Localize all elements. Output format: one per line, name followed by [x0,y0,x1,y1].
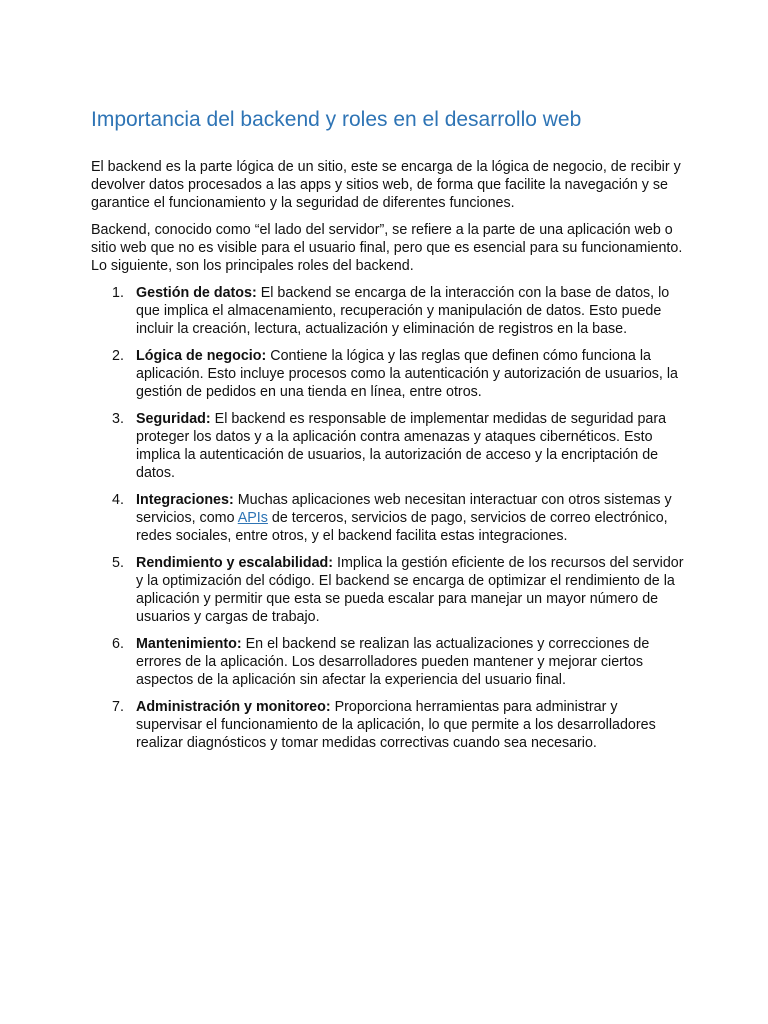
list-number: 7. [112,699,124,715]
role-description: Proporciona herramientas para administrar y supervisar el funcionamiento de la aplicación, lo que permite a los desarrolladores realizar diagnósticos y tomar medidas correctivas cuando sea necesario. [136,699,656,751]
list-item [91,698,685,752]
list-number: 2. [112,348,124,364]
list-number: 6. [112,636,124,652]
list-number: 5. [112,555,124,571]
role-description: Muchas aplicaciones web necesitan interactuar con otros sistemas y servicios, como [136,492,672,526]
list-item [91,491,685,545]
list-item [91,347,685,401]
role-term: Rendimiento y escalabilidad: [136,555,334,571]
intro-paragraph: El backend es la parte lógica de un sitio, este se encarga de la lógica de negocio, de recibir y devolver datos procesados a las apps y sitios web, de forma que facilite la navegación y se garantice el funcionamiento y la seguridad de diferentes funciones. [91,159,681,211]
list-item [91,554,685,626]
roles-list [91,284,685,752]
document-body [91,106,685,761]
list-number: 1. [112,285,124,301]
role-term: Integraciones: [136,492,234,508]
role-term: Mantenimiento: [136,636,242,652]
role-term: Seguridad: [136,411,211,427]
role-description: En el backend se realizan las actualizaciones y correcciones de errores de la aplicación. Los desarrolladores pueden mantener y mejorar ciertos aspectos de la aplicación sin afectar la experiencia del usuario final. [136,636,650,688]
role-term: Gestión de datos: [136,285,257,301]
role-term: Lógica de negocio: [136,348,267,364]
list-item [91,284,685,338]
intro-paragraph: Backend, conocido como “el lado del servidor”, se refiere a la parte de una aplicación web o sitio web que no es visible para el usuario final, pero que es esencial para su funcionamiento. Lo siguiente, son los principales roles del backend. [91,222,683,274]
role-description: Implica la gestión eficiente de los recursos del servidor y la optimización del código. El backend se encarga de optimizar el rendimiento de la aplicación y permitir que esta se pueda escalar para manejar un mayor número de usuarios y cargas de trabajo. [136,555,684,625]
list-number: 4. [112,492,124,508]
role-description: El backend es responsable de implementar medidas de seguridad para proteger los datos y a la aplicación contra amenazas y ataques cibernéticos. Esto implica la autenticación de usuarios, la autorización de acceso y la encriptación de datos. [136,411,667,481]
role-term: Administración y monitoreo: [136,699,331,715]
document-title: Importancia del backend y roles en el desarrollo web [91,108,582,131]
role-description-cont: de terceros, servicios de pago, servicios de correo electrónico, redes sociales, entre otros, y el backend facilita estas integraciones. [136,510,668,544]
list-item [91,410,685,482]
list-number: 3. [112,411,124,427]
list-item [91,635,685,689]
apis-link[interactable]: APIs [237,510,268,526]
role-description: Contiene la lógica y las reglas que definen cómo funciona la aplicación. Esto incluye procesos como la autenticación y autorización de usuarios, la gestión de pedidos en una tienda en línea, entre otros. [136,348,678,400]
role-description: El backend se encarga de la interacción con la base de datos, lo que implica el almacenamiento, recuperación y manipulación de datos. Esto puede incluir la creación, lectura, actualización y eliminación de registros en la base. [136,285,670,337]
